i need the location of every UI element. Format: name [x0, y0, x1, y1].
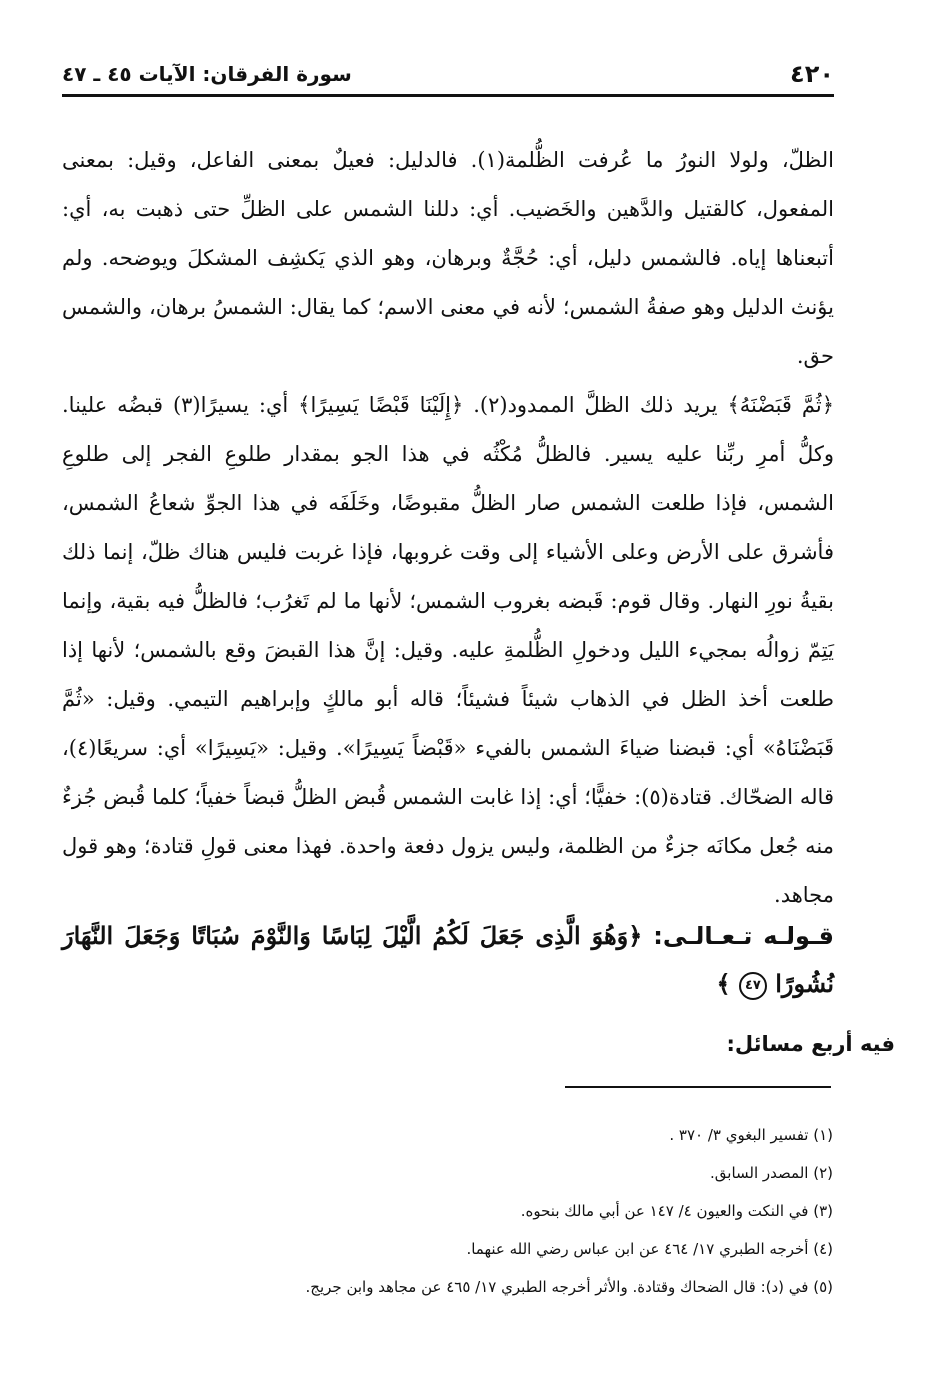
- verse-label: قـولـه تـعـالـى:: [653, 922, 834, 950]
- footnotes: [113, 1116, 833, 1306]
- verse-close-bracket: ﴾: [716, 969, 731, 998]
- footnote-4: (٤) أخرجه الطبري ١٧/ ٤٦٤ عن ابن عباس رضي الله عنهما.: [466, 1240, 833, 1258]
- footnote-3: (٣) في النكت والعيون ٤/ ١٤٧ عن أبي مالك بنحوه.: [520, 1202, 833, 1220]
- footnote-2: (٢) المصدر السابق.: [710, 1164, 833, 1182]
- paragraph-2: ﴿ثُمَّ قَبَضْنَهُ﴾ يريد ذلك الظلَّ الممدود(٢). ﴿إِلَيْنَا قَبْضًا يَسِيرًا﴾ أي: يسيرًا(٣) قبضُه علينا. وكلُّ أمرِ ربِّنا عليه يسير. فالظلُّ مُكْثُه في هذا الجو بمقدار طلوعِ الفجر إلى طلوعِ الشمس، فإذا طلعت الشمس صار الظلُّ مقبوضًا، وخَلَفَه في هذا الجوِّ شعاعُ الشمس، فأشرق على الأرض وعلى الأشياء إلى وقت غروبها، فإذا غربت فليس هناك ظلّ، إنما ذلك بقيةُ نورِ النهار. وقال قوم: قَبضه بغروب الشمس؛ لأنها ما لم تَغرُب؛ فالظلُّ فيه بقية، وإنما يَتِمّ زوالُه بمجيء الليل ودخولِ الظُّلمةِ عليه. وقيل: إنَّ هذا القبضَ وقع بالشمس؛ لأنها إذا طلعت أخذ الظل في الذهاب شيئاً فشيئاً؛ قاله أبو مالكٍ وإبراهيم التيمي. وقيل: «ثُمَّ قَبَضْنَاهُ» أي: قبضنا ضياءَ الشمس بالفيء «قَبْضاً يَسِيرًا». وقيل: «يَسِيرًا» أي: سريعًا(٤)، قاله الضحّاك. قتادة(٥): خفيًّا؛ أي: إذا غابت الشمس قُبض الظلُّ قبضاً خفياً؛ كلما قُبض جُزءٌ منه جُعل مكانَه جزءٌ من الظلمة، وليس يزول دفعة واحدة. فهذا معنى قولِ قتادة؛ وهو قول مجاهد.: [62, 393, 834, 907]
- ayah-number-mark: ٤٧: [739, 972, 767, 1000]
- page-header: [62, 58, 834, 97]
- verse-heading: [62, 912, 834, 1008]
- footnote-divider: [565, 1086, 831, 1088]
- paragraph-1: الظلّ، ولولا النورُ ما عُرفت الظُّلمة(١). فالدليل: فعيلٌ بمعنى الفاعل، وقيل: بمعنى المفعول، كالقتيل والدَّهين والخَضيب. أي: دللنا الشمس على الظلِّ حتى ذهبت به، أي: أتبعناها إياه. فالشمس دليل، أي: حُجَّةٌ وبرهان، وهو الذي يَكشِف المشكلَ ويوضحه. ولم يؤنث الدليل وهو صفةُ الشمس؛ لأنه في معنى الاسم؛ كما يقال: الشمسُ برهان، والشمس حق.: [62, 148, 834, 368]
- footnote-5: (٥) في (د): قال الضحاك وقتادة. والأثر أخرجه الطبري ١٧/ ٤٦٥ عن مجاهد وابن جريج.: [305, 1278, 833, 1296]
- footnote-1: (١) تفسير البغوي ٣/ ٣٧٠ .: [669, 1126, 833, 1144]
- verse-text: ﴿وَهُوَ الَّذِى جَعَلَ لَكُمُ الَّيْلَ لِبَاسًا وَالنَّوْمَ سُبَاتًا وَجَعَلَ النَّهَارَ نُشُورًا: [62, 921, 834, 998]
- running-title: سورة الفرقان: الآيات ٤٥ ـ ٤٧: [62, 62, 352, 86]
- issues-heading: فيه أربع مسائل:: [726, 1032, 895, 1056]
- page-number: ٤٢٠: [790, 60, 834, 88]
- commentary-body: [62, 136, 834, 920]
